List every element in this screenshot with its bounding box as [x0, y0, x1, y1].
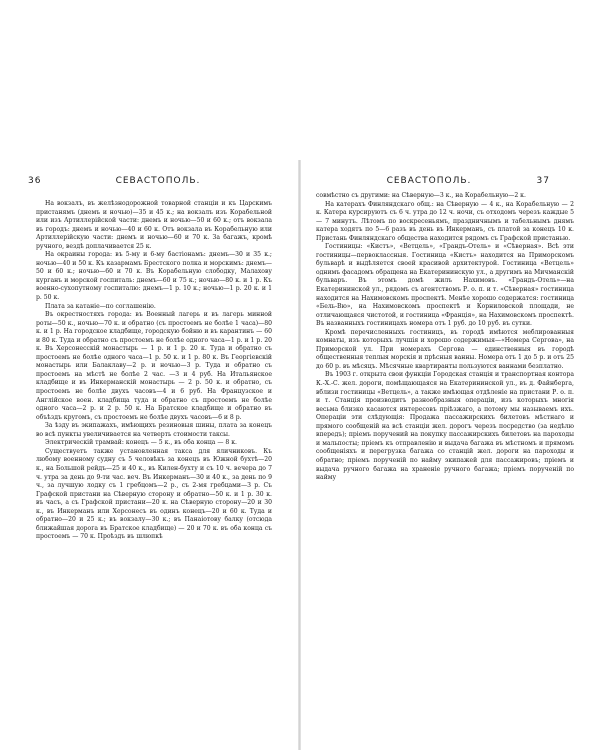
paragraph: Въ окрестностяхъ города: въ Военный лагерь и въ лагерь минной роты—50 к., ночью—70 к. и обратно (съ простоемъ не болѣе 1 часа)—80 к. и 1 р. На городское кладбище, городскую бойню и въ карантинъ — 60 и 80 к. Туда и обратно съ простоемъ не болѣе одного часа—1 р. и 1 р. 20 к. Въ Херсонесскій монастырь — 1 р. и 1 р. 20 к. Туда и обратно съ простоемъ не болѣе одного часа—1 р. 50 к. и 1 р. 80 к. Въ Георгіевскій монастырь или Балаклаву—2 р. и ночью—3 р. Туда и обратно съ простоемъ на мѣстѣ не болѣе 2 час. —3 и 4 руб. На Итальянское кладбище и въ Инкерманскій монастырь — 2 р. 50 к. и обратно, съ простоемъ не болѣе двухъ часовъ—4 и 6 руб. На Французское и Англійское воен. кладбища туда и обратно съ простоемъ не болѣе одного часа—2 р. и 2 р. 50 к. На Братское кладбище и обратно въ объѣздъ кругомъ, съ простоемъ не болѣе двухъ часовъ—6 и 8 р. — [36, 311, 272, 421]
paragraph: Плата за катаніе—по соглашенію. — [45, 302, 156, 310]
paragraph: На катерахъ Финляндскаго общ.: на Сѣверную — 4 к., на Корабельную — 2 к. Катера курсируютъ съ 6 ч. утра до 12 ч. ночи, съ отходомъ черезъ каждые 5 — 7 минутъ. Лѣтомъ по воскресеньямъ, праздничнымъ и табельнымъ днямъ катера ходятъ по 5—6 разъ въ день въ Инкерманъ, съ платой за конецъ 10 к. Пристань Финляндскаго общества находится рядомъ съ Графской пристанью. — [316, 200, 574, 242]
left-page-header — [28, 176, 288, 190]
page-number: 37 — [536, 176, 550, 186]
running-title: СЕВАСТОПОЛЬ. — [115, 176, 201, 186]
paragraph: На окраины города: въ 5-му и 6-му бастіонамъ: днемъ—30 и 35 к.; ночью—40 и 50 к. Къ казармамъ Брестского полка и морскимъ: днемъ—50 и 60 к.; ночью—60 и 70 к. Въ Корабельную слободку, Малахову курганъ и морской госпиталь: днемъ—60 и 75 к.; ночью—80 к. и 1 р. Къ военно-сухопутному госпиталю: днемъ—1 р. 10 к.; ночью—1 р. 20 к. и 1 р. 50 к. — [36, 251, 272, 302]
paragraph: совмѣстно съ другими: на Сѣверную—3 к., на Корабельную—2 к. — [316, 192, 526, 199]
paragraph: За ѣзду въ экипажахъ, имѣющихъ резиновыя шины, плата за конецъ во всѣ пункты увеличивается на четверть стоимости таксы. — [36, 422, 272, 438]
paragraph: Въ 1903 г. открыта свои функціи Городская станція и транспортная контора К.-Х.-С. жел. дороги, помѣщающаяся на Екатерининской ул., въ д. Файнберга, вблизи гостиницы «Ветцель», а также имѣющая отдѣленіе на пристани Р. о. п. и т. Станція производитъ разнообразныя операціи, изъ которыхъ многія весьма близко касаются интересовъ пріѣзжаго, а потому мы называемъ ихъ. Операціи эти слѣдующія: Продажа пассажирскихъ билетовъ мѣстнаго и прямого сообщеній на всѣ станціи жел. дорогъ черезъ посредство (за недѣлю впередъ); пріемъ поручений на покупку пассажирскихъ билетовъ на пароходы и мальпосты; пріемъ къ отправленію и выдача багажа въ мѣстномъ и прямомъ сообщеніяхъ и перегрузка багажа со станцій жел. дороги на пароходы и обратно; пріемъ порученій по найму экипажей для пассажировъ; пріемъ и выдача ручного багажа на храненіе ручного багажа; пріемъ порученій по найму — [316, 371, 574, 482]
paragraph: Существуетъ также установленная такса для яличниковъ. Къ любому военному судну съ 5 человѣкъ за конецъ въ Южной бухтѣ—20 к., на Большой рейдъ—25 и 40 к., въ Килен-бухту и съ 10 ч. вечера до 7 ч. утра за день до 9-ти час. веч. Въ Инкерманъ—30 и 40 к., за день по 9 ч., за лучшую лодку съ 1 гребцомъ—2 р., съ 2-мя гребцами—3 р. Съ Графской пристани на Сѣверную сторону и обратно—50 к. и 1 р. 30 к. въ часъ, а съ Графской пристани—20 к. на Сѣверную сторону—20 и 30 к., въ Инкерманъ или Херсонесъ въ одинъ конецъ—20 и 60 к. Туда и обратно—20 и 25 к.; въ вокзалу—30 к.; въ Панаіотову балку (отсюда ближайшая дорога въ Братское кладбище) — 20 и 70 к. въ оба конца съ простоемъ — 70 к. Проѣздъ въ шлюпкѣ — [36, 447, 272, 541]
paragraph: Кромѣ перечисленныхъ гостиницъ, въ городѣ имѣются меблированныя комнаты, изъ которыхъ лучшія и хорошо содержимыя—«Номера Сергова», на Приморской ул. При номерахъ Сергова — единственныя въ городѣ общественныя теплыя морскія и прѣсныя ванны. Номера отъ 1 до 5 р. и отъ 25 до 60 р. въ мѣсяцъ. Мѣсячные квартиранты пользуются ваннами безплатно. — [316, 328, 574, 370]
paragraph: Гостиницы: «Кистъ», «Ветцель», «Грандъ-Отель» и «Сѣверная». Всѣ эти гостиницы—первоклассныя. Гостиница «Кистъ» находится на Приморскомъ бульварѣ и выдѣляется своей красивой архитектурой. Гостиница «Ветцель» однимъ фасадомъ обращена на Екатерининскую ул., а другимъ на Мичманскій бульваръ. Въ этомъ домѣ жилъ Нахимовъ. «Грандъ-Отель»—на Екатерининской ул., рядомъ съ агентствомъ Р. о. п. и т. «Сѣверная» гостиница находится на Нахимовскомъ проспектѣ. Менѣе хорошо содержатся: гостиница «Бель-Вю», на Нахимовскомъ проспектѣ и Корниловской площади, не отличающаяся чистотой, и гостиница «Франція», на Нахимовскомъ проспектѣ. Въ названныхъ гостиницахъ номера отъ 1 руб. до 10 руб. въ сутки. — [316, 243, 574, 328]
right-page — [300, 0, 600, 750]
page-number: 36 — [28, 176, 42, 186]
right-page-header — [308, 176, 550, 190]
paragraph: На вокзалъ, въ желѣзнодорожной товарной станціи и къ Царскимъ пристанямъ (днемъ и ночью)—35 и 45 к.; на вокзалъ изъ Корабельной или изъ Артиллерійской части: днемъ и ночью—50 и 60 к.; отъ вокзала въ городъ: днемъ и ночью—40 и 60 к. Отъ вокзала въ Корабельную или Артиллерійскую части: днемъ и ночью—60 и 70 к. За багажъ, кромѣ ручного, вездѣ доплачивается 25 к. — [36, 200, 272, 250]
right-text-column — [316, 192, 574, 483]
paragraph: Электрическій трамвай: конецъ — 5 к., въ оба конца — 8 к. — [45, 439, 237, 447]
running-title: СЕВАСТОПОЛЬ. — [386, 176, 472, 186]
left-text-column — [36, 200, 272, 542]
